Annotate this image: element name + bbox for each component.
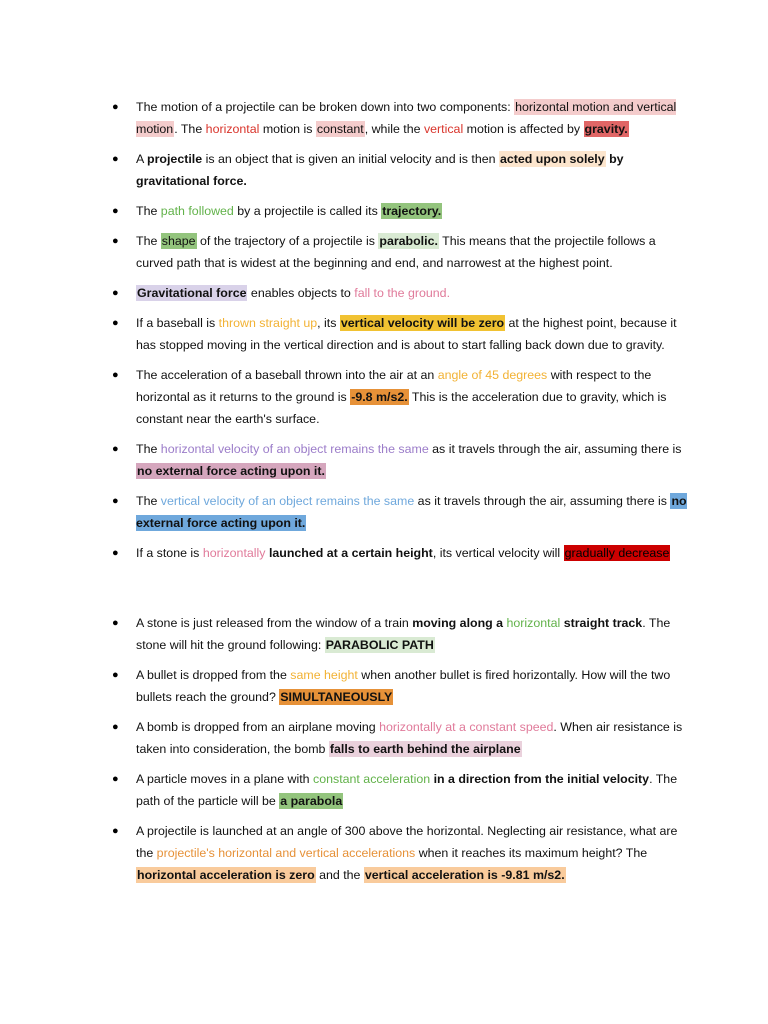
text-segment: A particle moves in a plane with bbox=[136, 772, 314, 786]
bullet-dot-icon: ● bbox=[112, 547, 119, 559]
colored-text: horizontal velocity of an object remains the same bbox=[160, 442, 429, 456]
bullet-dot-icon: ● bbox=[112, 287, 119, 299]
text-segment: at the highest point, because it has stopped moving in the vertical direction and is about to start falling back down due to gravity. bbox=[136, 316, 677, 352]
text-segment: The motion of a projectile can be broken down into two components: bbox=[136, 100, 515, 114]
text-segment: The bbox=[136, 494, 161, 508]
text-segment: by a projectile is called its bbox=[233, 204, 382, 218]
colored-text: same height bbox=[290, 668, 358, 682]
highlighted-text: gradually decrease bbox=[564, 546, 670, 560]
bullet-dot-icon: ● bbox=[112, 773, 119, 785]
bullet-dot-icon: ● bbox=[112, 495, 119, 507]
text-segment: is an object that is given an initial velocity and is then bbox=[202, 152, 499, 166]
text-segment: A bullet is dropped from the bbox=[136, 668, 291, 682]
colored-text: horizontally at a constant speed bbox=[379, 720, 554, 734]
highlighted-text: gravity. bbox=[584, 122, 628, 136]
text-segment: , while the bbox=[364, 122, 424, 136]
bullet-list bbox=[112, 96, 687, 894]
bullet-dot-icon: ● bbox=[112, 825, 119, 837]
text-segment: This is the acceleration due to gravity, which is constant near the earth's surface. bbox=[136, 390, 667, 426]
text-segment: as it travels through the air, assuming there is bbox=[414, 494, 671, 508]
text-segment: straight track bbox=[563, 616, 643, 630]
text-segment: . When air resistance is taken into consideration, the bomb bbox=[136, 720, 683, 756]
text-segment: as it travels through the air, assuming there is bbox=[428, 442, 682, 456]
highlighted-text: a parabola bbox=[280, 794, 343, 808]
highlighted-text: constant bbox=[316, 122, 364, 136]
colored-text: horizontal bbox=[506, 616, 561, 630]
colored-text: fall to the ground. bbox=[354, 286, 451, 300]
highlighted-text: PARABOLIC PATH bbox=[325, 638, 434, 652]
text-segment: by gravitational force. bbox=[136, 152, 624, 188]
bullet-item bbox=[112, 664, 687, 708]
bullet-dot-icon: ● bbox=[112, 443, 119, 455]
highlighted-text: no external force acting upon it. bbox=[137, 464, 325, 478]
text-segment: motion is bbox=[259, 122, 316, 136]
text-segment: with respect to the horizontal as it returns to the ground is bbox=[136, 368, 652, 404]
text-segment: A bomb is dropped from an airplane moving bbox=[136, 720, 380, 734]
bullet-dot-icon: ● bbox=[112, 235, 119, 247]
bullet-item bbox=[112, 282, 687, 304]
colored-text: angle of 45 degrees bbox=[437, 368, 548, 382]
bullet-dot-icon: ● bbox=[112, 617, 119, 629]
colored-text: constant acceleration bbox=[313, 772, 431, 786]
colored-text: thrown straight up bbox=[218, 316, 318, 330]
text-segment: The bbox=[136, 234, 161, 248]
highlighted-text: trajectory. bbox=[382, 204, 442, 218]
highlighted-text: vertical velocity will be zero bbox=[340, 316, 505, 330]
text-segment: when another bullet is fired horizontally. How will the two bullets reach the ground? bbox=[136, 668, 671, 704]
highlighted-text: horizontal motion and vertical motion bbox=[136, 100, 677, 136]
text-segment: motion is affected by bbox=[463, 122, 584, 136]
text-segment: A bbox=[136, 152, 148, 166]
text-segment: . The path of the particle will be bbox=[136, 772, 678, 808]
highlighted-text: -9.8 m/s2. bbox=[351, 390, 408, 404]
colored-text: vertical velocity of an object remains the same bbox=[160, 494, 415, 508]
text-segment: when it reaches its maximum height? The bbox=[415, 846, 648, 860]
text-segment: in a direction from the initial velocity bbox=[433, 772, 650, 786]
bullet-item bbox=[112, 230, 687, 274]
highlighted-text: Gravitational force bbox=[137, 286, 247, 300]
highlighted-text: SIMULTANEOUSLY bbox=[280, 690, 393, 704]
text-segment: moving along a bbox=[412, 616, 504, 630]
bullet-item bbox=[112, 200, 687, 222]
colored-text: horizontally bbox=[202, 546, 266, 560]
bullet-item bbox=[112, 438, 687, 482]
colored-text: path followed bbox=[160, 204, 234, 218]
text-segment: , its bbox=[317, 316, 340, 330]
bullet-dot-icon: ● bbox=[112, 153, 119, 165]
bullet-item bbox=[112, 96, 687, 140]
text-segment: enables objects to bbox=[247, 286, 355, 300]
highlighted-text: no external force acting upon it. bbox=[136, 494, 687, 530]
highlighted-text: vertical acceleration is -9.81 m/s2. bbox=[364, 868, 565, 882]
text-segment: launched at a certain height bbox=[265, 546, 433, 560]
highlighted-text: parabolic. bbox=[379, 234, 438, 248]
highlighted-text: acted upon solely bbox=[499, 152, 605, 166]
bullet-dot-icon: ● bbox=[112, 669, 119, 681]
bullet-item bbox=[112, 716, 687, 760]
text-segment: . The bbox=[174, 122, 206, 136]
colored-text: projectile's horizontal and vertical accelerations bbox=[156, 846, 416, 860]
bullet-item bbox=[112, 148, 687, 192]
highlighted-text: shape bbox=[161, 234, 196, 248]
bullet-dot-icon: ● bbox=[112, 721, 119, 733]
text-segment: , its vertical velocity will bbox=[432, 546, 564, 560]
text-segment: This means that the projectile follows a curved path that is widest at the beginning and end, and narrowest at the highest point. bbox=[136, 234, 656, 270]
bullet-dot-icon: ● bbox=[112, 317, 119, 329]
bullet-item bbox=[112, 364, 687, 430]
highlighted-text: horizontal acceleration is zero bbox=[137, 868, 315, 882]
text-segment: A projectile is launched at an angle of 300 above the horizontal. Neglecting air resistance, what are the bbox=[136, 824, 678, 860]
colored-text: vertical bbox=[423, 122, 464, 136]
text-segment: projectile bbox=[147, 152, 203, 166]
text-segment: The bbox=[136, 442, 161, 456]
bullet-item bbox=[112, 768, 687, 812]
bullet-item bbox=[112, 820, 687, 886]
text-segment: If a stone is bbox=[136, 546, 203, 560]
bullet-item bbox=[112, 490, 687, 534]
highlighted-text: falls to earth behind the airplane bbox=[329, 742, 521, 756]
text-segment: The acceleration of a baseball thrown into the air at an bbox=[136, 368, 438, 382]
bullet-item bbox=[112, 312, 687, 356]
text-segment: If a baseball is bbox=[136, 316, 219, 330]
text-segment: and the bbox=[315, 868, 364, 882]
text-segment: A stone is just released from the window of a train bbox=[136, 616, 413, 630]
bullet-dot-icon: ● bbox=[112, 101, 119, 113]
text-segment: . The stone will hit the ground following: bbox=[136, 616, 671, 652]
bullet-item bbox=[112, 612, 687, 656]
text-segment: The bbox=[136, 204, 161, 218]
colored-text: horizontal bbox=[205, 122, 260, 136]
bullet-dot-icon: ● bbox=[112, 205, 119, 217]
bullet-dot-icon: ● bbox=[112, 369, 119, 381]
bullet-item bbox=[112, 542, 687, 564]
text-segment: of the trajectory of a projectile is bbox=[196, 234, 379, 248]
